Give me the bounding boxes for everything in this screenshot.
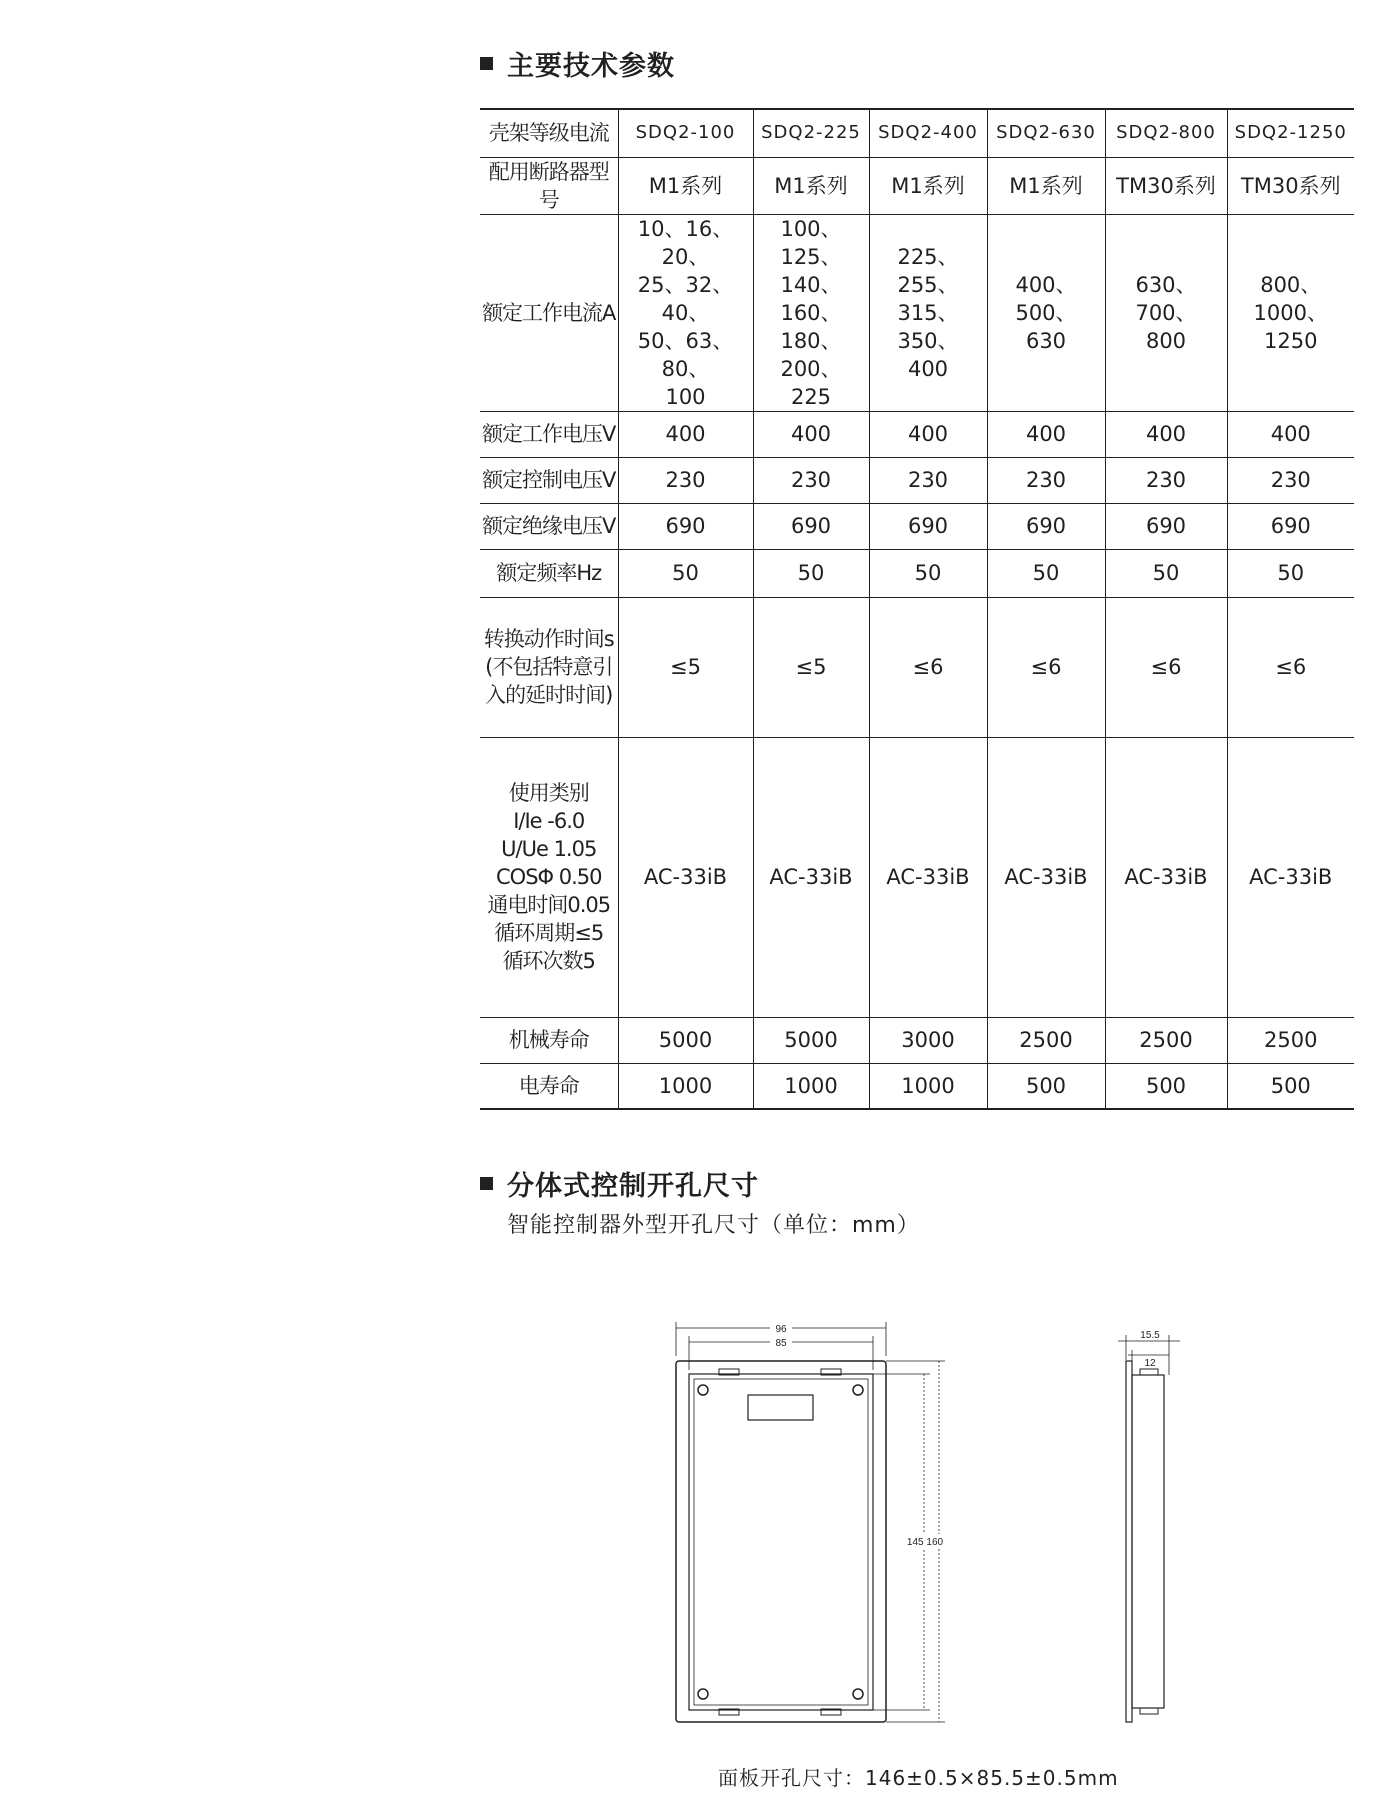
row-label-text: 使用类别 I/Ie -6.0 U/Ue 1.05 COSΦ 0.50 通电时间0.05 循环周期≤5 循环次数5 [487, 781, 611, 973]
screw-icon [853, 1385, 863, 1395]
value-cell-text: 690 [907, 514, 949, 538]
value-cell-text: 230 [1145, 468, 1187, 492]
panel-face [694, 1379, 868, 1705]
value-cell-text: 400 [1025, 422, 1067, 446]
value-cell-text: 630、700、 800 [1135, 272, 1197, 353]
section-title-text: 主要技术参数 [507, 51, 675, 82]
value-cell-text: 500 [1025, 1073, 1067, 1098]
row-label-text: 机械寿命 [508, 1028, 589, 1052]
value-cell-text: AC-33iB [1124, 865, 1208, 889]
value-cell-text: 400 [790, 422, 832, 446]
model-cell-text: SDQ2-800 [1116, 122, 1216, 144]
value-cell-text: 400 [907, 422, 949, 446]
value-cell-text: AC-33iB [1004, 865, 1088, 889]
value-cell-text: M1系列 [774, 173, 848, 198]
value-cell-text: AC-33iB [886, 865, 970, 889]
panel-outer [676, 1361, 886, 1722]
value-cell-text: 500 [1145, 1073, 1187, 1098]
value-cell-text: AC-33iB [643, 865, 728, 889]
value-cell-text: 230 [1025, 468, 1067, 492]
value-cell-text: 5000 [658, 1028, 713, 1052]
value-cell-text: M1系列 [648, 173, 723, 198]
model-cell-text: SDQ2-630 [996, 122, 1096, 144]
side-flange [1126, 1361, 1132, 1722]
value-cell-text: 50 [1152, 561, 1180, 585]
value-cell-text: 400 [665, 422, 706, 446]
cutout-caption: 面板开孔尺寸：146±0.5×85.5±0.5mm [718, 1766, 1119, 1790]
row-label-text: 配用断路器型号 [488, 159, 609, 212]
value-cell-text: AC-33iB [769, 865, 853, 889]
value-cell-text: 50 [914, 561, 942, 585]
value-cell-text: 400 [1145, 422, 1187, 446]
value-cell-text: 225、255、 315、350、 400 [897, 244, 959, 381]
value-cell-text: 1000 [658, 1073, 713, 1098]
value-cell-text: 690 [1025, 514, 1067, 538]
value-cell-text: 50 [797, 561, 825, 585]
row-label-text: 转换动作时间s (不包括特意引 入的延时时间) [483, 627, 614, 707]
value-cell-text: TM30系列 [1116, 173, 1216, 198]
value-cell-text: ≤5 [670, 655, 701, 679]
dim-side-outer: 15.5 [1140, 1330, 1160, 1341]
display-window [748, 1395, 813, 1420]
row-label-text: 额定工作电压V [482, 422, 616, 446]
value-cell-text: 1000 [784, 1073, 838, 1098]
screw-icon [698, 1689, 708, 1699]
screw-icon [698, 1385, 708, 1395]
value-cell-text: 50 [1277, 561, 1305, 585]
value-cell-text: 2500 [1019, 1028, 1073, 1052]
value-cell-text: 100、125、 140、160、 180、200、 225 [780, 216, 842, 409]
screw-icon [853, 1689, 863, 1699]
value-cell-text: 230 [907, 468, 949, 492]
value-cell-text: M1系列 [891, 173, 965, 198]
value-cell-text: 500 [1270, 1073, 1311, 1098]
side-body [1132, 1375, 1164, 1708]
value-cell-text: ≤6 [912, 655, 944, 679]
dim-side-inner: 12 [1144, 1358, 1156, 1369]
value-cell-text: 50 [1032, 561, 1060, 585]
value-cell-text: TM30系列 [1240, 173, 1341, 198]
row-label-text: 额定工作电流A [482, 300, 616, 325]
value-cell-text: 1000 [901, 1073, 955, 1098]
value-cell-text: ≤6 [1275, 655, 1307, 679]
value-cell-text: 800、1000、 1250 [1253, 272, 1328, 353]
model-cell-text: SDQ2-225 [761, 122, 861, 144]
section-subtitle: 智能控制器外型开孔尺寸（单位：mm） [507, 1213, 920, 1238]
value-cell-text: ≤6 [1030, 655, 1062, 679]
value-cell-text: ≤5 [795, 655, 827, 679]
section-title-text: 分体式控制开孔尺寸 [507, 1171, 759, 1202]
dim-heights: 145 160 [906, 1537, 944, 1548]
row-label-text: 电寿命 [518, 1073, 579, 1098]
value-cell-text: 2500 [1139, 1028, 1193, 1052]
panel-inner [689, 1374, 873, 1710]
model-cell-text: SDQ2-400 [878, 122, 978, 144]
row-label-text: 额定频率Hz [496, 561, 602, 585]
value-cell-text: 690 [665, 514, 706, 538]
model-cell-text: SDQ2-1250 [1234, 122, 1347, 144]
value-cell-text: 690 [790, 514, 832, 538]
value-cell-text: 2500 [1264, 1028, 1318, 1052]
row-label-text: 额定绝缘电压V [482, 514, 616, 538]
row-label-text: 额定控制电压V [482, 468, 616, 492]
value-cell-text: 690 [1270, 514, 1311, 538]
side-clip [1140, 1708, 1158, 1714]
value-cell-text: M1系列 [1009, 173, 1083, 198]
value-cell-text: 230 [790, 468, 832, 492]
row-label-text: 壳架等级电流 [488, 121, 609, 146]
value-cell-text: 5000 [784, 1028, 838, 1052]
value-cell-text: 3000 [901, 1028, 955, 1052]
value-cell-text: 10、16、20、 25、32、40、 50、63、80、 100 [637, 216, 734, 409]
side-clip [1140, 1369, 1158, 1375]
value-cell-text: 230 [665, 468, 706, 492]
value-cell-text: 230 [1270, 468, 1311, 492]
model-cell-text: SDQ2-100 [635, 122, 736, 144]
value-cell-text: 400、500、 630 [1015, 272, 1077, 353]
dim-inner-width: 85 [775, 1338, 787, 1349]
value-cell-text: 50 [672, 561, 699, 585]
value-cell-text: 400 [1270, 422, 1311, 446]
value-cell-text: AC-33iB [1249, 865, 1333, 889]
value-cell-text: 690 [1145, 514, 1187, 538]
dim-outer-width: 96 [775, 1324, 787, 1335]
value-cell-text: ≤6 [1150, 655, 1182, 679]
